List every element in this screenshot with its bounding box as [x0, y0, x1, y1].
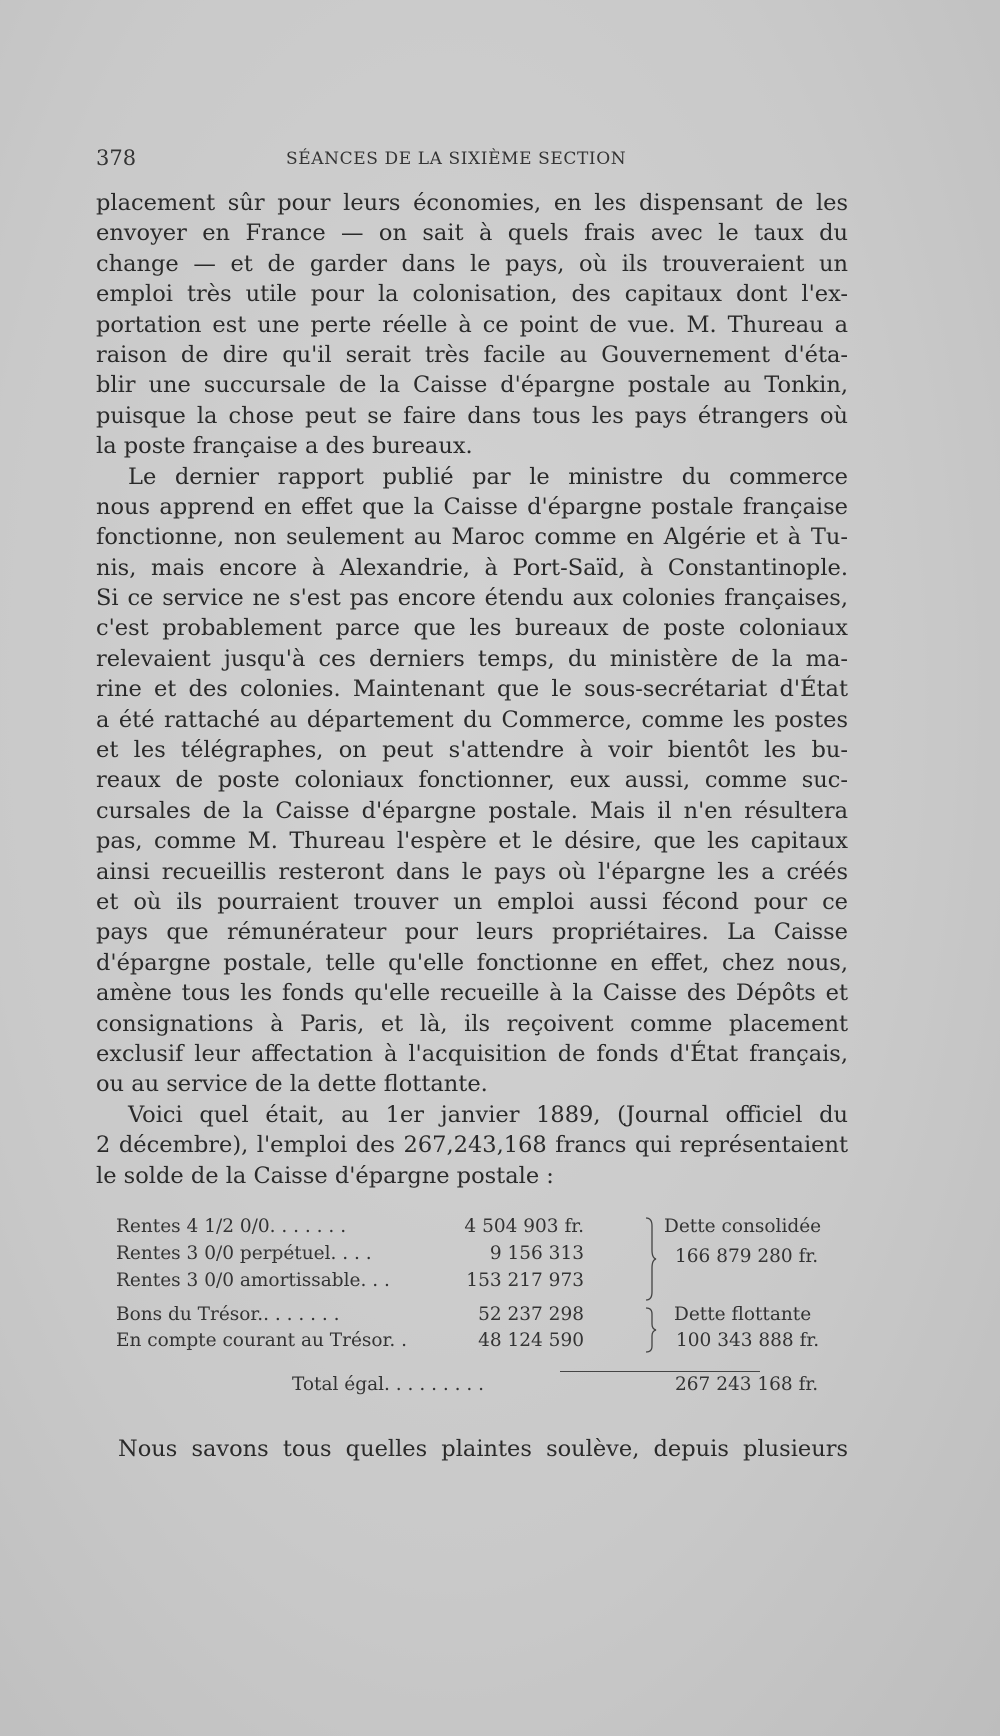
ledger-amount: 4 504 903 fr. — [464, 1216, 584, 1237]
page-header — [96, 146, 856, 176]
ledger-label: Bons du Trésor.. . . . . . . — [116, 1304, 340, 1325]
ledger-amount: 9 156 313 — [489, 1243, 584, 1264]
text-line: placement sûr pour leurs économies, en les dispensant de les — [96, 190, 848, 216]
text-line: Voici quel était, au 1er janvier 1889, (Journal officiel du — [128, 1101, 848, 1128]
text-line: pas, comme M. Thureau l'espère et le désire, que les capitaux — [96, 828, 848, 855]
floating-debt-amount: 100 343 888 fr. — [676, 1330, 820, 1351]
floating-brace-icon — [642, 1306, 658, 1354]
text-line: le solde de la Caisse d'épargne postale : — [96, 1162, 554, 1189]
text-line: Nous savons tous quelles plaintes soulève, depuis plusieurs — [118, 1436, 848, 1462]
ledger-label: Rentes 3 0/0 perpétuel. . . . — [116, 1243, 372, 1264]
consolidated-debt-amount: 166 879 280 fr. — [675, 1246, 819, 1267]
total-rule — [560, 1371, 760, 1372]
text-line: Le dernier rapport publié par le ministre du commerce — [128, 463, 848, 490]
text-line: d'épargne postale, telle qu'elle fonctionne en effet, chez nous, — [96, 949, 848, 976]
ledger-amount: 153 217 973 — [466, 1270, 584, 1291]
text-line: la poste française a des bureaux. — [96, 433, 473, 460]
ledger-total-row — [100, 1374, 860, 1400]
text-line: fonctionne, non seulement au Maroc comme en Algérie et à Tu- — [96, 524, 848, 551]
text-line: puisque la chose peut se faire dans tous les pays étrangers où — [96, 402, 848, 429]
consolidated-brace-icon — [642, 1216, 658, 1302]
text-line: reaux de poste coloniaux fonctionner, eux aussi, comme suc- — [96, 767, 848, 794]
text-line: ou au service de la dette flottante. — [96, 1071, 488, 1098]
text-line: et les télégraphes, on peut s'attendre à voir bientôt les bu- — [96, 737, 848, 764]
text-line: cursales de la Caisse d'épargne postale. Mais il n'en résultera — [96, 797, 848, 824]
text-line: nis, mais encore à Alexandrie, à Port-Saïd, à Constantinople. — [96, 554, 848, 581]
running-title: SÉANCES DE LA SIXIÈME SECTION — [286, 149, 627, 169]
text-line: exclusif leur affectation à l'acquisition de fonds d'État français, — [96, 1040, 848, 1067]
ledger-row — [100, 1270, 860, 1296]
text-line: change — et de garder dans le pays, où ils trouveraient un — [96, 250, 848, 277]
text-line: nous apprend en effet que la Caisse d'épargne postale française — [96, 493, 848, 520]
ledger-amount: 52 237 298 — [478, 1304, 584, 1325]
text-line: blir une succursale de la Caisse d'épargne postale au Tonkin, — [96, 372, 848, 399]
ledger-label: En compte courant au Trésor. . — [116, 1330, 408, 1351]
ledger-table — [100, 1216, 860, 1426]
consolidated-debt-label: Dette consolidée — [664, 1216, 822, 1237]
text-line: amène tous les fonds qu'elle recueille à la Caisse des Dépôts et — [96, 980, 848, 1007]
text-line: a été rattaché au département du Commerce, comme les postes — [96, 706, 848, 733]
text-line: portation est une perte réelle à ce point de vue. M. Thureau a — [96, 311, 848, 338]
floating-debt-label: Dette flottante — [674, 1304, 812, 1325]
text-line: 2 décembre), l'emploi des 267,243,168 francs qui représentaient — [96, 1132, 848, 1159]
text-line: relevaient jusqu'à ces derniers temps, du ministère de la ma- — [96, 645, 848, 672]
total-label: Total égal. . . . . . . . . — [292, 1374, 485, 1395]
ledger-label: Rentes 4 1/2 0/0. . . . . . . — [116, 1216, 347, 1237]
total-amount: 267 243 168 fr. — [675, 1374, 819, 1395]
page-number: 378 — [96, 146, 137, 170]
text-line: envoyer en France — on sait à quels frais avec le taux du — [96, 220, 848, 247]
text-line: Si ce service ne s'est pas encore étendu aux colonies françaises, — [96, 585, 848, 612]
text-line: consignations à Paris, et là, ils reçoivent comme placement — [96, 1010, 848, 1037]
body-text — [96, 188, 848, 1191]
text-line: emploi très utile pour la colonisation, des capitaux dont l'ex- — [96, 281, 848, 308]
text-line: ainsi recueillis resteront dans le pays où l'épargne les a créés — [96, 858, 848, 885]
text-line: raison de dire qu'il serait très facile au Gouvernement d'éta- — [96, 341, 848, 368]
ledger-amount: 48 124 590 — [478, 1330, 584, 1351]
ledger-label: Rentes 3 0/0 amortissable. . . — [116, 1270, 390, 1291]
text-line: et où ils pourraient trouver un emploi aussi fécond pour ce — [96, 888, 848, 915]
text-line: rine et des colonies. Maintenant que le sous-secrétariat d'État — [96, 676, 848, 703]
text-line: c'est probablement parce que les bureaux de poste coloniaux — [96, 615, 848, 642]
text-line: pays que rémunérateur pour leurs propriétaires. La Caisse — [96, 919, 848, 946]
